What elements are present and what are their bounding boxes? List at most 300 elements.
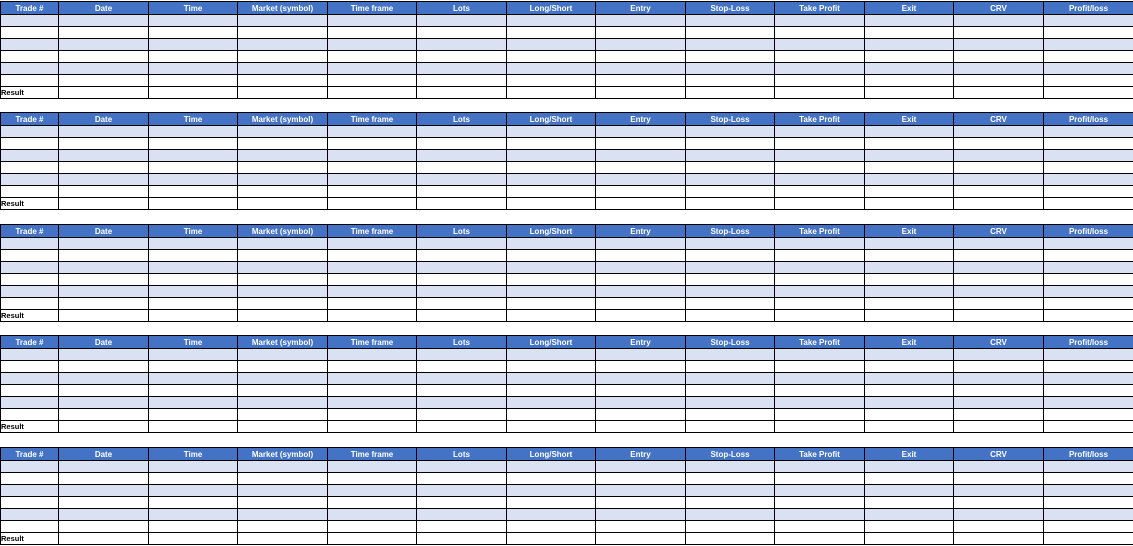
trade-cell[interactable] bbox=[1044, 63, 1133, 75]
trade-cell[interactable] bbox=[149, 409, 238, 421]
trade-cell[interactable] bbox=[149, 286, 238, 298]
trade-cell[interactable] bbox=[1044, 75, 1133, 87]
trade-cell[interactable] bbox=[507, 250, 596, 262]
trade-cell[interactable] bbox=[865, 262, 954, 274]
result-cell[interactable] bbox=[686, 533, 775, 545]
trade-cell[interactable] bbox=[417, 126, 507, 138]
trade-cell[interactable] bbox=[954, 262, 1044, 274]
trade-cell[interactable] bbox=[417, 174, 507, 186]
trade-cell[interactable] bbox=[954, 250, 1044, 262]
trade-cell[interactable] bbox=[149, 162, 238, 174]
trade-cell[interactable] bbox=[328, 298, 417, 310]
trade-cell[interactable] bbox=[596, 521, 686, 533]
trade-cell[interactable] bbox=[59, 27, 149, 39]
trade-cell[interactable] bbox=[149, 509, 238, 521]
trade-cell[interactable] bbox=[865, 27, 954, 39]
trade-cell[interactable] bbox=[59, 497, 149, 509]
trade-cell[interactable] bbox=[1044, 397, 1133, 409]
trade-cell[interactable] bbox=[596, 461, 686, 473]
trade-cell[interactable] bbox=[238, 238, 328, 250]
trade-cell[interactable] bbox=[59, 250, 149, 262]
trade-cell[interactable] bbox=[238, 75, 328, 87]
trade-cell[interactable] bbox=[59, 51, 149, 63]
trade-cell[interactable] bbox=[238, 497, 328, 509]
trade-cell[interactable] bbox=[775, 286, 865, 298]
trade-cell[interactable] bbox=[149, 397, 238, 409]
result-cell[interactable] bbox=[328, 87, 417, 99]
trade-cell[interactable] bbox=[596, 238, 686, 250]
trade-cell[interactable] bbox=[507, 473, 596, 485]
trade-cell[interactable] bbox=[865, 349, 954, 361]
trade-cell[interactable] bbox=[865, 186, 954, 198]
result-cell[interactable] bbox=[238, 87, 328, 99]
trade-cell[interactable] bbox=[238, 51, 328, 63]
trade-cell[interactable] bbox=[775, 126, 865, 138]
result-cell[interactable] bbox=[775, 421, 865, 433]
trade-cell[interactable] bbox=[149, 250, 238, 262]
trade-cell[interactable] bbox=[149, 63, 238, 75]
result-cell[interactable] bbox=[149, 87, 238, 99]
trade-cell[interactable] bbox=[596, 51, 686, 63]
trade-cell[interactable] bbox=[328, 409, 417, 421]
result-cell[interactable] bbox=[865, 310, 954, 322]
trade-cell[interactable] bbox=[686, 186, 775, 198]
trade-cell[interactable] bbox=[1, 75, 59, 87]
trade-cell[interactable] bbox=[1, 509, 59, 521]
result-cell[interactable] bbox=[507, 421, 596, 433]
result-cell[interactable] bbox=[238, 421, 328, 433]
trade-cell[interactable] bbox=[149, 238, 238, 250]
trade-cell[interactable] bbox=[59, 126, 149, 138]
trade-cell[interactable] bbox=[149, 262, 238, 274]
trade-cell[interactable] bbox=[328, 461, 417, 473]
trade-cell[interactable] bbox=[1044, 509, 1133, 521]
trade-cell[interactable] bbox=[1, 521, 59, 533]
trade-cell[interactable] bbox=[417, 27, 507, 39]
trade-cell[interactable] bbox=[238, 461, 328, 473]
trade-cell[interactable] bbox=[59, 286, 149, 298]
trade-cell[interactable] bbox=[865, 298, 954, 310]
trade-cell[interactable] bbox=[686, 397, 775, 409]
result-cell[interactable] bbox=[954, 198, 1044, 210]
result-cell[interactable] bbox=[59, 421, 149, 433]
trade-cell[interactable] bbox=[865, 497, 954, 509]
trade-cell[interactable] bbox=[775, 238, 865, 250]
result-cell[interactable] bbox=[328, 421, 417, 433]
trade-cell[interactable] bbox=[1044, 174, 1133, 186]
trade-cell[interactable] bbox=[149, 126, 238, 138]
trade-cell[interactable] bbox=[149, 174, 238, 186]
trade-cell[interactable] bbox=[59, 298, 149, 310]
trade-cell[interactable] bbox=[1044, 186, 1133, 198]
trade-cell[interactable] bbox=[417, 397, 507, 409]
trade-cell[interactable] bbox=[775, 39, 865, 51]
trade-cell[interactable] bbox=[954, 298, 1044, 310]
trade-cell[interactable] bbox=[507, 349, 596, 361]
trade-cell[interactable] bbox=[238, 126, 328, 138]
trade-cell[interactable] bbox=[1044, 39, 1133, 51]
trade-cell[interactable] bbox=[865, 51, 954, 63]
trade-cell[interactable] bbox=[417, 473, 507, 485]
result-cell[interactable] bbox=[865, 421, 954, 433]
trade-cell[interactable] bbox=[1044, 497, 1133, 509]
trade-cell[interactable] bbox=[59, 521, 149, 533]
trade-cell[interactable] bbox=[1044, 250, 1133, 262]
trade-cell[interactable] bbox=[149, 75, 238, 87]
result-cell[interactable] bbox=[954, 87, 1044, 99]
trade-cell[interactable] bbox=[775, 497, 865, 509]
trade-cell[interactable] bbox=[1044, 485, 1133, 497]
result-cell[interactable] bbox=[1044, 421, 1133, 433]
trade-cell[interactable] bbox=[1, 497, 59, 509]
trade-cell[interactable] bbox=[775, 75, 865, 87]
result-cell[interactable] bbox=[328, 533, 417, 545]
result-cell[interactable] bbox=[686, 198, 775, 210]
trade-cell[interactable] bbox=[775, 521, 865, 533]
trade-cell[interactable] bbox=[149, 27, 238, 39]
trade-cell[interactable] bbox=[238, 63, 328, 75]
trade-cell[interactable] bbox=[417, 150, 507, 162]
trade-cell[interactable] bbox=[238, 186, 328, 198]
trade-cell[interactable] bbox=[1, 39, 59, 51]
trade-cell[interactable] bbox=[954, 497, 1044, 509]
trade-cell[interactable] bbox=[328, 15, 417, 27]
trade-cell[interactable] bbox=[686, 250, 775, 262]
trade-cell[interactable] bbox=[954, 461, 1044, 473]
trade-cell[interactable] bbox=[596, 250, 686, 262]
trade-cell[interactable] bbox=[328, 397, 417, 409]
trade-cell[interactable] bbox=[686, 162, 775, 174]
result-cell[interactable] bbox=[954, 421, 1044, 433]
trade-cell[interactable] bbox=[1, 150, 59, 162]
trade-cell[interactable] bbox=[238, 485, 328, 497]
trade-cell[interactable] bbox=[417, 461, 507, 473]
trade-cell[interactable] bbox=[149, 186, 238, 198]
trade-cell[interactable] bbox=[238, 521, 328, 533]
trade-cell[interactable] bbox=[417, 385, 507, 397]
trade-cell[interactable] bbox=[59, 409, 149, 421]
trade-cell[interactable] bbox=[596, 509, 686, 521]
trade-cell[interactable] bbox=[328, 39, 417, 51]
result-cell[interactable] bbox=[596, 198, 686, 210]
result-cell[interactable] bbox=[507, 198, 596, 210]
trade-cell[interactable] bbox=[954, 27, 1044, 39]
trade-cell[interactable] bbox=[596, 39, 686, 51]
trade-cell[interactable] bbox=[417, 286, 507, 298]
trade-cell[interactable] bbox=[686, 274, 775, 286]
trade-cell[interactable] bbox=[417, 238, 507, 250]
trade-cell[interactable] bbox=[596, 186, 686, 198]
trade-cell[interactable] bbox=[417, 373, 507, 385]
trade-cell[interactable] bbox=[507, 186, 596, 198]
trade-cell[interactable] bbox=[238, 274, 328, 286]
trade-cell[interactable] bbox=[954, 485, 1044, 497]
trade-cell[interactable] bbox=[417, 39, 507, 51]
trade-cell[interactable] bbox=[507, 39, 596, 51]
trade-cell[interactable] bbox=[865, 521, 954, 533]
trade-cell[interactable] bbox=[865, 238, 954, 250]
trade-cell[interactable] bbox=[775, 373, 865, 385]
trade-cell[interactable] bbox=[596, 473, 686, 485]
trade-cell[interactable] bbox=[596, 274, 686, 286]
trade-cell[interactable] bbox=[417, 63, 507, 75]
trade-cell[interactable] bbox=[507, 286, 596, 298]
trade-cell[interactable] bbox=[417, 497, 507, 509]
trade-cell[interactable] bbox=[954, 174, 1044, 186]
result-cell[interactable] bbox=[149, 533, 238, 545]
trade-cell[interactable] bbox=[417, 349, 507, 361]
trade-cell[interactable] bbox=[1, 286, 59, 298]
trade-cell[interactable] bbox=[865, 162, 954, 174]
trade-cell[interactable] bbox=[1044, 138, 1133, 150]
result-cell[interactable] bbox=[507, 533, 596, 545]
trade-cell[interactable] bbox=[507, 509, 596, 521]
trade-cell[interactable] bbox=[1, 63, 59, 75]
trade-cell[interactable] bbox=[1, 409, 59, 421]
trade-cell[interactable] bbox=[417, 262, 507, 274]
trade-cell[interactable] bbox=[328, 238, 417, 250]
trade-cell[interactable] bbox=[686, 509, 775, 521]
trade-cell[interactable] bbox=[417, 15, 507, 27]
trade-cell[interactable] bbox=[596, 286, 686, 298]
trade-cell[interactable] bbox=[507, 75, 596, 87]
trade-cell[interactable] bbox=[596, 15, 686, 27]
trade-cell[interactable] bbox=[954, 15, 1044, 27]
trade-cell[interactable] bbox=[1, 262, 59, 274]
trade-cell[interactable] bbox=[507, 262, 596, 274]
trade-cell[interactable] bbox=[1, 274, 59, 286]
trade-cell[interactable] bbox=[1, 397, 59, 409]
trade-cell[interactable] bbox=[1044, 274, 1133, 286]
trade-cell[interactable] bbox=[596, 138, 686, 150]
trade-cell[interactable] bbox=[865, 15, 954, 27]
trade-cell[interactable] bbox=[1, 485, 59, 497]
trade-cell[interactable] bbox=[328, 485, 417, 497]
trade-cell[interactable] bbox=[238, 262, 328, 274]
trade-cell[interactable] bbox=[596, 174, 686, 186]
trade-cell[interactable] bbox=[686, 27, 775, 39]
trade-cell[interactable] bbox=[1, 349, 59, 361]
trade-cell[interactable] bbox=[149, 349, 238, 361]
trade-cell[interactable] bbox=[507, 461, 596, 473]
trade-cell[interactable] bbox=[417, 298, 507, 310]
trade-cell[interactable] bbox=[865, 385, 954, 397]
result-cell[interactable] bbox=[775, 87, 865, 99]
trade-cell[interactable] bbox=[507, 150, 596, 162]
result-cell[interactable] bbox=[328, 310, 417, 322]
result-cell[interactable] bbox=[865, 533, 954, 545]
result-cell[interactable] bbox=[149, 421, 238, 433]
trade-cell[interactable] bbox=[59, 186, 149, 198]
trade-cell[interactable] bbox=[1044, 126, 1133, 138]
trade-cell[interactable] bbox=[417, 250, 507, 262]
result-cell[interactable] bbox=[596, 87, 686, 99]
trade-cell[interactable] bbox=[1044, 473, 1133, 485]
trade-cell[interactable] bbox=[238, 385, 328, 397]
trade-cell[interactable] bbox=[328, 51, 417, 63]
trade-cell[interactable] bbox=[328, 186, 417, 198]
trade-cell[interactable] bbox=[775, 509, 865, 521]
trade-cell[interactable] bbox=[1, 15, 59, 27]
trade-cell[interactable] bbox=[59, 361, 149, 373]
result-cell[interactable] bbox=[238, 533, 328, 545]
trade-cell[interactable] bbox=[328, 361, 417, 373]
trade-cell[interactable] bbox=[596, 126, 686, 138]
trade-cell[interactable] bbox=[59, 274, 149, 286]
trade-cell[interactable] bbox=[59, 150, 149, 162]
trade-cell[interactable] bbox=[1044, 409, 1133, 421]
trade-cell[interactable] bbox=[59, 461, 149, 473]
result-cell[interactable] bbox=[238, 310, 328, 322]
trade-cell[interactable] bbox=[238, 150, 328, 162]
trade-cell[interactable] bbox=[954, 238, 1044, 250]
trade-cell[interactable] bbox=[328, 521, 417, 533]
trade-cell[interactable] bbox=[238, 361, 328, 373]
trade-cell[interactable] bbox=[775, 262, 865, 274]
trade-cell[interactable] bbox=[328, 174, 417, 186]
result-cell[interactable] bbox=[954, 533, 1044, 545]
trade-cell[interactable] bbox=[507, 397, 596, 409]
trade-cell[interactable] bbox=[507, 485, 596, 497]
trade-cell[interactable] bbox=[596, 497, 686, 509]
trade-cell[interactable] bbox=[686, 262, 775, 274]
trade-cell[interactable] bbox=[417, 485, 507, 497]
trade-cell[interactable] bbox=[1044, 51, 1133, 63]
trade-cell[interactable] bbox=[328, 27, 417, 39]
trade-cell[interactable] bbox=[417, 51, 507, 63]
trade-cell[interactable] bbox=[507, 27, 596, 39]
trade-cell[interactable] bbox=[596, 485, 686, 497]
trade-cell[interactable] bbox=[149, 150, 238, 162]
trade-cell[interactable] bbox=[507, 51, 596, 63]
trade-cell[interactable] bbox=[686, 461, 775, 473]
trade-cell[interactable] bbox=[954, 349, 1044, 361]
trade-cell[interactable] bbox=[954, 361, 1044, 373]
trade-cell[interactable] bbox=[149, 373, 238, 385]
trade-cell[interactable] bbox=[775, 15, 865, 27]
trade-cell[interactable] bbox=[1044, 373, 1133, 385]
trade-cell[interactable] bbox=[775, 174, 865, 186]
result-cell[interactable] bbox=[596, 533, 686, 545]
trade-cell[interactable] bbox=[686, 174, 775, 186]
trade-cell[interactable] bbox=[865, 274, 954, 286]
result-cell[interactable] bbox=[149, 198, 238, 210]
result-cell[interactable] bbox=[149, 310, 238, 322]
result-cell[interactable] bbox=[1044, 533, 1133, 545]
trade-cell[interactable] bbox=[328, 286, 417, 298]
result-cell[interactable] bbox=[686, 421, 775, 433]
trade-cell[interactable] bbox=[1044, 27, 1133, 39]
trade-cell[interactable] bbox=[686, 385, 775, 397]
trade-cell[interactable] bbox=[417, 521, 507, 533]
trade-cell[interactable] bbox=[328, 75, 417, 87]
trade-cell[interactable] bbox=[596, 385, 686, 397]
trade-cell[interactable] bbox=[59, 15, 149, 27]
trade-cell[interactable] bbox=[775, 186, 865, 198]
result-cell[interactable] bbox=[417, 533, 507, 545]
trade-cell[interactable] bbox=[1044, 150, 1133, 162]
trade-cell[interactable] bbox=[238, 409, 328, 421]
trade-cell[interactable] bbox=[507, 274, 596, 286]
trade-cell[interactable] bbox=[686, 126, 775, 138]
trade-cell[interactable] bbox=[59, 138, 149, 150]
trade-cell[interactable] bbox=[775, 250, 865, 262]
trade-cell[interactable] bbox=[865, 361, 954, 373]
trade-cell[interactable] bbox=[865, 286, 954, 298]
trade-cell[interactable] bbox=[149, 497, 238, 509]
trade-cell[interactable] bbox=[954, 186, 1044, 198]
trade-cell[interactable] bbox=[507, 497, 596, 509]
trade-cell[interactable] bbox=[865, 39, 954, 51]
trade-cell[interactable] bbox=[865, 397, 954, 409]
trade-cell[interactable] bbox=[328, 262, 417, 274]
result-cell[interactable] bbox=[596, 421, 686, 433]
trade-cell[interactable] bbox=[59, 385, 149, 397]
trade-cell[interactable] bbox=[1044, 521, 1133, 533]
trade-cell[interactable] bbox=[1, 162, 59, 174]
trade-cell[interactable] bbox=[238, 174, 328, 186]
trade-cell[interactable] bbox=[954, 150, 1044, 162]
trade-cell[interactable] bbox=[1, 186, 59, 198]
trade-cell[interactable] bbox=[686, 39, 775, 51]
trade-cell[interactable] bbox=[328, 250, 417, 262]
result-cell[interactable] bbox=[59, 310, 149, 322]
trade-cell[interactable] bbox=[238, 373, 328, 385]
trade-cell[interactable] bbox=[775, 473, 865, 485]
trade-cell[interactable] bbox=[596, 409, 686, 421]
trade-cell[interactable] bbox=[686, 75, 775, 87]
result-cell[interactable] bbox=[417, 87, 507, 99]
trade-cell[interactable] bbox=[1, 361, 59, 373]
trade-cell[interactable] bbox=[507, 385, 596, 397]
trade-cell[interactable] bbox=[328, 138, 417, 150]
trade-cell[interactable] bbox=[59, 174, 149, 186]
trade-cell[interactable] bbox=[775, 274, 865, 286]
trade-cell[interactable] bbox=[507, 409, 596, 421]
trade-cell[interactable] bbox=[686, 138, 775, 150]
trade-cell[interactable] bbox=[417, 138, 507, 150]
trade-cell[interactable] bbox=[954, 274, 1044, 286]
trade-cell[interactable] bbox=[149, 385, 238, 397]
trade-cell[interactable] bbox=[686, 286, 775, 298]
trade-cell[interactable] bbox=[596, 63, 686, 75]
result-cell[interactable] bbox=[775, 533, 865, 545]
trade-cell[interactable] bbox=[328, 150, 417, 162]
result-cell[interactable] bbox=[507, 310, 596, 322]
result-cell[interactable] bbox=[417, 421, 507, 433]
trade-cell[interactable] bbox=[1044, 298, 1133, 310]
trade-cell[interactable] bbox=[596, 27, 686, 39]
trade-cell[interactable] bbox=[1, 473, 59, 485]
trade-cell[interactable] bbox=[1, 126, 59, 138]
trade-cell[interactable] bbox=[328, 373, 417, 385]
trade-cell[interactable] bbox=[686, 373, 775, 385]
trade-cell[interactable] bbox=[686, 497, 775, 509]
trade-cell[interactable] bbox=[417, 361, 507, 373]
trade-cell[interactable] bbox=[865, 174, 954, 186]
trade-cell[interactable] bbox=[865, 509, 954, 521]
trade-cell[interactable] bbox=[149, 51, 238, 63]
trade-cell[interactable] bbox=[596, 397, 686, 409]
trade-cell[interactable] bbox=[686, 361, 775, 373]
trade-cell[interactable] bbox=[149, 15, 238, 27]
trade-cell[interactable] bbox=[775, 385, 865, 397]
result-cell[interactable] bbox=[686, 87, 775, 99]
trade-cell[interactable] bbox=[149, 473, 238, 485]
trade-cell[interactable] bbox=[238, 138, 328, 150]
trade-cell[interactable] bbox=[238, 27, 328, 39]
trade-cell[interactable] bbox=[1044, 162, 1133, 174]
